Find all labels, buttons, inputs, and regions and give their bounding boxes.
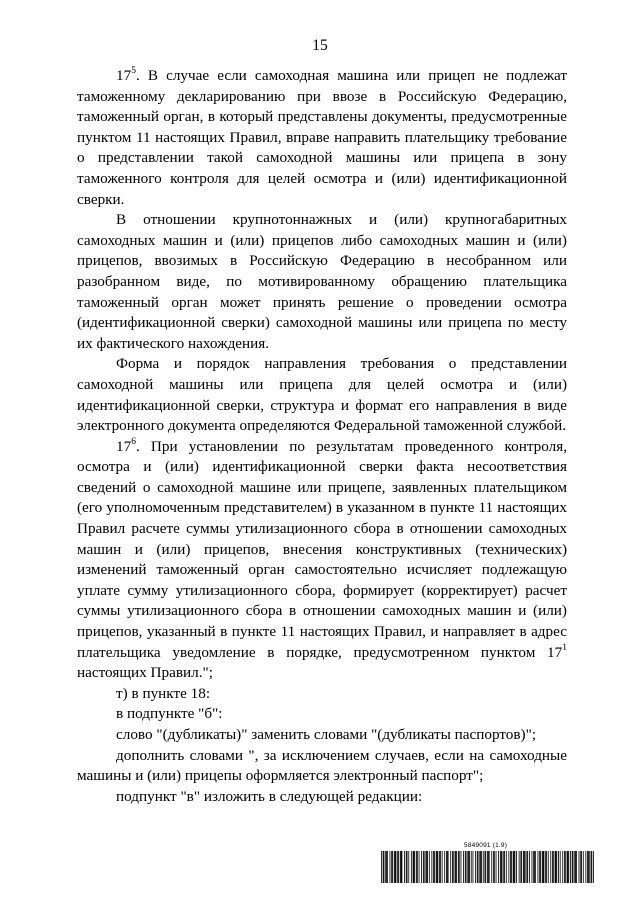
- paragraph-text-tail: настоящих Правил.";: [77, 664, 213, 682]
- barcode-bar: [466, 851, 467, 883]
- barcode-bar: [465, 851, 466, 883]
- barcode-bar: [485, 851, 486, 883]
- barcode-bar: [447, 851, 448, 883]
- barcode-bar: [503, 851, 504, 883]
- barcode-bar: [508, 851, 509, 883]
- barcode-bar: [532, 851, 533, 883]
- barcode-bar: [397, 851, 398, 883]
- barcode-bar: [481, 851, 482, 883]
- barcode-bar: [489, 851, 490, 883]
- barcode-bar: [521, 851, 522, 883]
- paragraph-text: . В случае если самоходная машина или прицеп не подлежат таможенному декларированию при ввозе в Российскую Федерацию, таможенный орган, в который представлены документы, предусмотренные пунктом 11 настоящих Правил, вправе направить плательщику требование о представлении такой самоходной машины или прицепа в зону таможенного контроля для целей осмотра и (или) идентификационной сверки.: [77, 67, 567, 208]
- barcode-bar: [427, 851, 428, 883]
- barcode-bar: [491, 851, 492, 883]
- barcode-bar: [407, 851, 408, 883]
- barcode-bar: [546, 851, 547, 883]
- barcode-bar: [402, 851, 403, 883]
- barcode-bar: [523, 851, 524, 883]
- barcode-bar: [386, 851, 387, 883]
- barcode-bar: [529, 851, 530, 883]
- barcode-bar: [478, 851, 479, 883]
- barcode-bar: [468, 851, 469, 883]
- paragraph: В отношении крупнотоннажных и (или) крупногабаритных самоходных машин и (или) прицепов либо самоходных машин и (или) прицепов, ввозимых в Российскую Федерацию в несобранном или разобранном виде, по мотивированному обращению плательщика таможенный орган может принять решение о проведении осмотра (идентификационной сверки) самоходной машины или прицепа по месту их фактического нахождения.: [77, 211, 567, 352]
- barcode-bar: [433, 851, 434, 883]
- barcode-bar: [414, 851, 415, 883]
- barcode-bar: [426, 851, 427, 883]
- barcode-bar: [533, 851, 534, 883]
- barcode-bar: [425, 851, 426, 883]
- barcode-bar: [556, 851, 557, 883]
- barcode-bar: [398, 851, 399, 883]
- barcode-bar: [572, 851, 573, 883]
- barcode-bar: [473, 851, 474, 883]
- barcode-bar: [384, 851, 385, 883]
- barcode-bar: [431, 851, 432, 883]
- barcode-bar: [585, 851, 586, 883]
- barcode-bar: [475, 851, 476, 883]
- barcode-bar: [535, 851, 536, 883]
- barcode-bar: [534, 851, 535, 883]
- barcode-bar: [556, 851, 557, 883]
- barcode-bar: [502, 851, 503, 883]
- barcode-bar: [581, 851, 582, 883]
- barcode-bar: [583, 851, 584, 883]
- paragraph: т) в пункте 18:: [116, 684, 211, 702]
- barcode-bar: [562, 851, 563, 883]
- barcode-bar: [416, 851, 417, 883]
- barcode-bar: [501, 851, 502, 883]
- barcode-bar: [408, 851, 409, 883]
- barcode-bar: [538, 851, 539, 883]
- barcode-bar: [458, 851, 459, 883]
- barcode-bar: [392, 851, 393, 883]
- barcode-bar: [385, 851, 386, 883]
- barcode-bar: [589, 851, 590, 883]
- barcode-block: [381, 842, 594, 884]
- reference-superscript: 1: [562, 642, 567, 653]
- barcode-bar: [381, 851, 382, 883]
- barcode-bar: [483, 851, 484, 883]
- barcode-bar: [513, 851, 514, 883]
- barcode-bar: [387, 851, 388, 883]
- barcode-bar: [413, 851, 414, 883]
- page-number: 15: [312, 37, 328, 54]
- barcode-bar: [446, 851, 447, 883]
- barcode-bar: [588, 851, 589, 883]
- barcode-bar: [504, 851, 505, 883]
- barcode-bar: [511, 851, 512, 883]
- barcode-bar: [453, 851, 454, 883]
- barcode-bar: [383, 851, 384, 883]
- barcode-bar: [459, 851, 460, 883]
- barcode-bar: [579, 851, 580, 883]
- clause-number: 17: [116, 67, 132, 84]
- barcode-bar: [552, 851, 553, 883]
- barcode-bar: [573, 851, 574, 883]
- barcode-bar: [479, 851, 480, 883]
- barcode-bar: [506, 851, 507, 883]
- barcode-bar: [558, 851, 559, 883]
- barcode-bar: [493, 851, 494, 883]
- barcode-bar: [591, 851, 592, 883]
- barcode-bar: [548, 851, 549, 883]
- barcode-bar: [391, 851, 392, 883]
- barcode-bar: [567, 851, 568, 883]
- barcode-bar: [514, 851, 515, 883]
- barcode-bar: [543, 851, 544, 883]
- barcode-bar: [519, 851, 520, 883]
- barcode-bar: [560, 851, 561, 883]
- barcode-bar: [455, 851, 456, 883]
- barcode-bar: [437, 851, 438, 883]
- barcode-bar: [444, 851, 445, 883]
- barcode-bar: [456, 851, 457, 883]
- barcode-bar: [423, 851, 424, 883]
- barcode-bar: [524, 851, 525, 883]
- barcode-bar: [526, 851, 527, 883]
- barcode-bar: [419, 851, 420, 883]
- barcode-bar: [488, 851, 489, 883]
- barcode-bar: [417, 851, 418, 883]
- barcode-bar: [439, 851, 440, 883]
- barcode-bar: [469, 851, 470, 883]
- barcode-bar: [567, 851, 568, 883]
- barcode-bar: [587, 851, 588, 883]
- paragraph-text: . При установлении по результатам проведенного контроля, осмотра и (или) идентификационной сверки факта несоответствия сведений о самоходной машине или прицепе, заявленных плательщиком (его уполномоченным представителем) в указанном в пункте 11 настоящих Правил расчете суммы утилизационного сбора в отношении самоходных машин и (или) прицепов, внесения конструктивных (технических) изменений таможенный орган самостоятельно исчисляет подлежащую уплате сумму утилизационного сбора, формирует (корректирует) расчет суммы утилизационного сбора в отношении самоходных машин и (или) прицепов, указанный в пункте 11 настоящих Правил, и направляет в адрес плательщика уведомление в порядке, предусмотренном пунктом 17: [77, 437, 567, 661]
- barcode-bar: [487, 851, 488, 883]
- barcode-bar: [539, 851, 540, 883]
- barcode-bar: [467, 851, 468, 883]
- document-body: [77, 66, 567, 807]
- barcode-bar: [406, 851, 407, 883]
- barcode-bar: [436, 851, 437, 883]
- barcode-bar: [390, 851, 391, 883]
- barcode-caption: 5849091 (1.9): [464, 842, 508, 849]
- barcode-bar: [395, 851, 396, 883]
- barcode-bar: [437, 851, 438, 883]
- barcode-bar: [401, 851, 402, 883]
- barcode-bar: [555, 851, 556, 883]
- barcode-bar: [553, 851, 554, 883]
- barcode-bar: [424, 851, 425, 883]
- barcode-bar: [404, 851, 405, 883]
- paragraph: Форма и порядок направления требования о представлении самоходной машины или прицепа для целей осмотра и (или) идентификационной сверки, структура и формат его направления в виде электронного документа определяются Федеральной таможенной службой.: [77, 355, 567, 435]
- barcode-bar: [550, 851, 551, 883]
- barcode-bar: [394, 851, 395, 883]
- barcode-bar: [593, 851, 594, 883]
- barcode-bar: [496, 851, 497, 883]
- barcode-bar: [516, 851, 517, 883]
- barcode-bar: [576, 851, 577, 883]
- barcode-bar: [434, 851, 435, 883]
- barcode-bar: [591, 851, 592, 883]
- barcode-bar: [544, 851, 545, 883]
- barcode-bar: [565, 851, 566, 883]
- paragraph: слово "(дубликаты)" заменить словами "(дубликаты паспортов)";: [116, 726, 537, 743]
- barcode-bar: [421, 851, 422, 883]
- barcode-bar: [411, 851, 412, 883]
- barcode: [381, 851, 594, 883]
- barcode-bar: [498, 851, 499, 883]
- barcode-bar: [442, 851, 443, 883]
- barcode-bar: [575, 851, 576, 883]
- barcode-bar: [570, 851, 571, 883]
- barcode-bar: [510, 851, 511, 883]
- barcode-bar: [568, 851, 569, 883]
- barcode-bar: [477, 851, 478, 883]
- barcode-bar: [452, 851, 453, 883]
- barcode-bar: [485, 851, 486, 883]
- barcode-bar: [440, 851, 441, 883]
- barcode-bar: [480, 851, 481, 883]
- paragraph: подпункт "в" изложить в следующей редакции:: [116, 787, 423, 805]
- paragraph-17-5: [77, 66, 567, 210]
- barcode-bar: [520, 851, 521, 883]
- barcode-bar: [540, 851, 541, 883]
- paragraph: дополнить словами ", за исключением случаев, если на самоходные машины и (или) прицепы оформляется электронный паспорт";: [77, 746, 567, 785]
- barcode-bar: [414, 851, 415, 883]
- clause-superscript: 5: [131, 65, 136, 76]
- paragraph-17-6: [77, 437, 567, 684]
- clause-superscript: 6: [131, 436, 136, 447]
- barcode-bar: [450, 851, 451, 883]
- barcode-bar: [564, 851, 565, 883]
- barcode-bar: [525, 851, 526, 883]
- barcode-bar: [429, 851, 430, 883]
- barcode-bar: [580, 851, 581, 883]
- barcode-bar: [514, 851, 515, 883]
- barcode-bar: [527, 851, 528, 883]
- barcode-bar: [455, 851, 456, 883]
- barcode-bar: [448, 851, 449, 883]
- barcode-bar: [471, 851, 472, 883]
- barcode-bar: [542, 851, 543, 883]
- barcode-bar: [396, 851, 397, 883]
- barcode-bar: [461, 851, 462, 883]
- barcode-bar: [494, 851, 495, 883]
- barcode-bar: [400, 851, 401, 883]
- barcode-bar: [545, 851, 546, 883]
- paragraph: в подпункте "б":: [116, 705, 223, 723]
- barcode-bar: [574, 851, 575, 883]
- clause-number: 17: [116, 437, 132, 455]
- barcode-bar: [500, 851, 501, 883]
- barcode-bar: [463, 851, 464, 883]
